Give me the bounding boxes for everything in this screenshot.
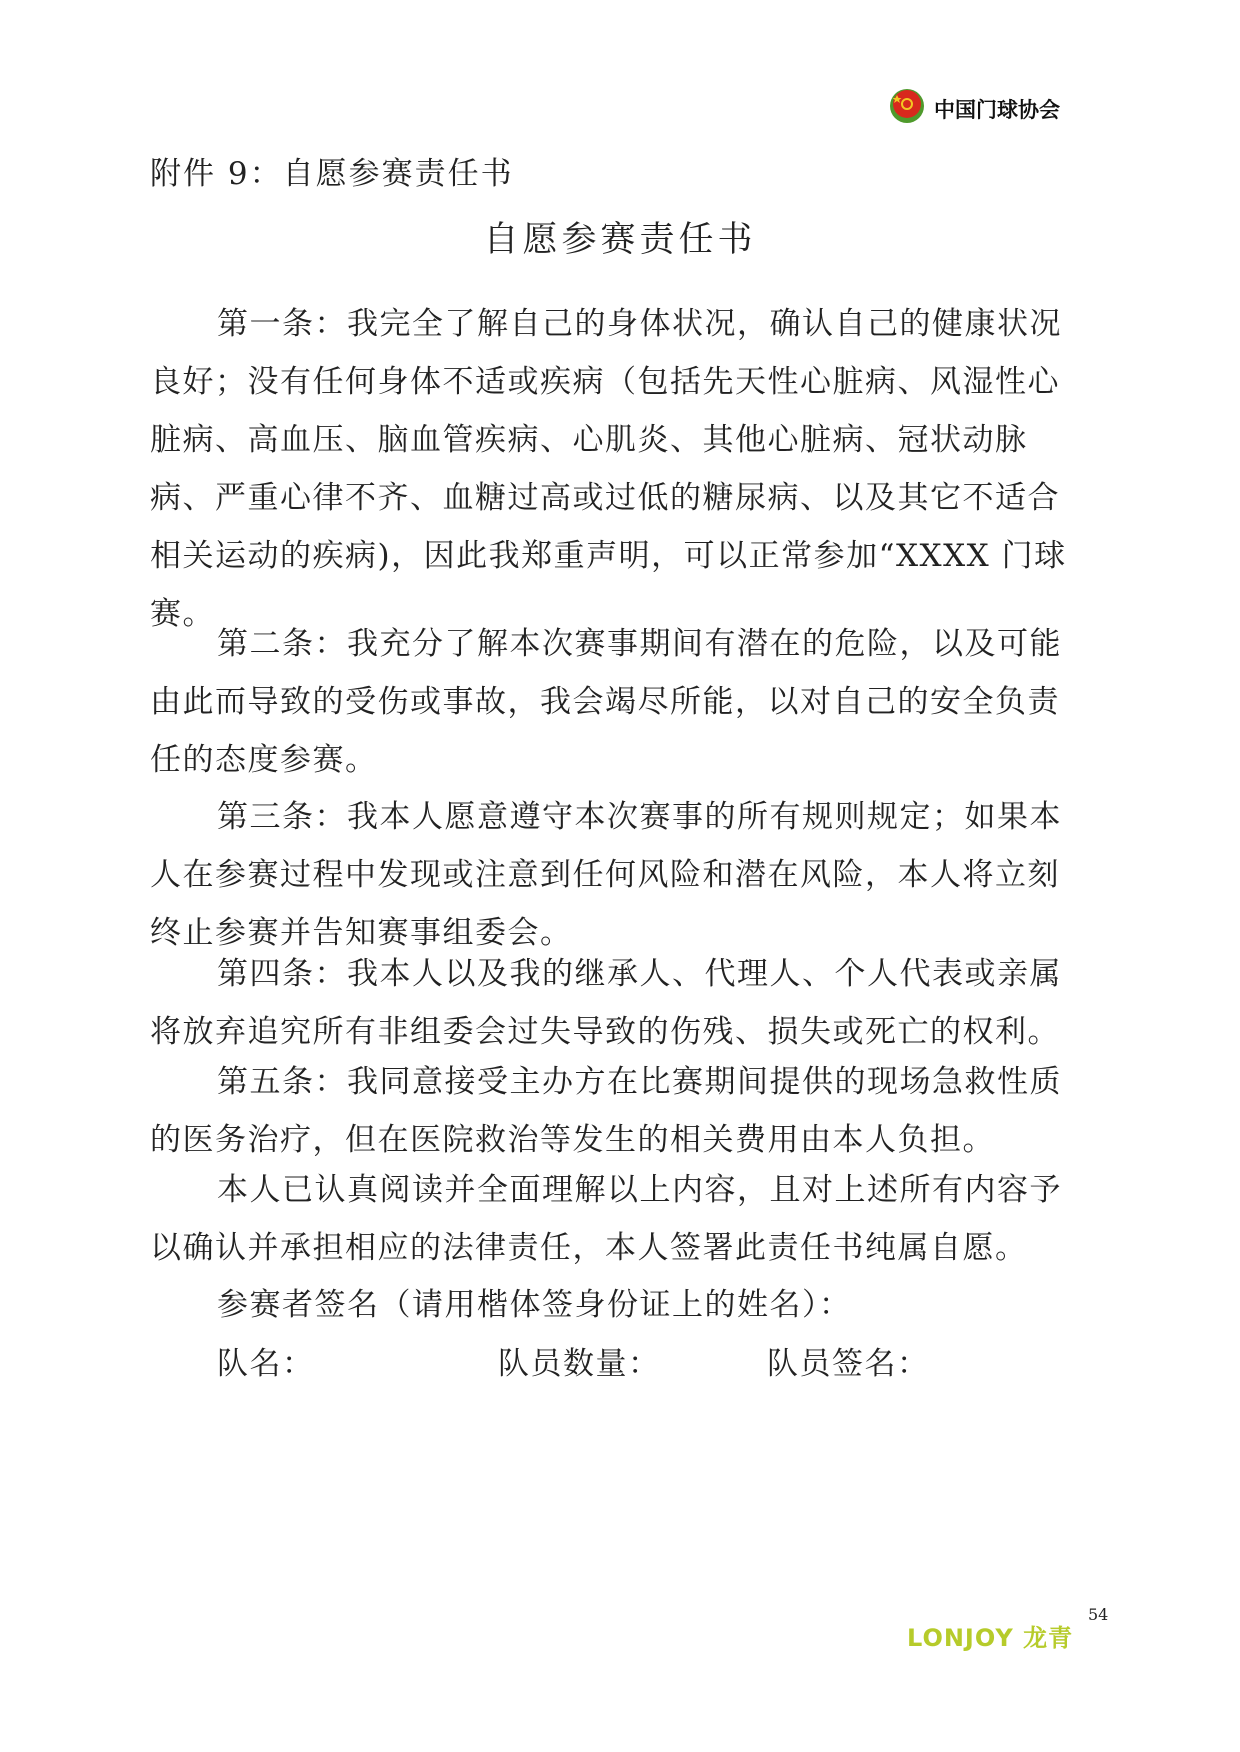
org-name: 中国门球协会	[934, 98, 1060, 122]
clause-3: 第三条：我本人愿意遵守本次赛事的所有规则规定；如果本人在参赛过程中发现或注意到任何风险和潜在风险，本人将立刻终止参赛并告知赛事组委会。	[150, 799, 1062, 951]
attachment-label: 附件 9：自愿参赛责任书	[150, 156, 514, 192]
clause-2: 第二条：我充分了解本次赛事期间有潜在的危险，以及可能由此而导致的受伤或事故，我会竭尽所能，以对自己的安全负责任的态度参赛。	[150, 626, 1062, 778]
declaration: 本人已认真阅读并全面理解以上内容，且对上述所有内容予以确认并承担相应的法律责任，本人签署此责任书纯属自愿。	[150, 1172, 1062, 1266]
association-emblem-icon	[888, 86, 926, 124]
clause-1: 第一条：我完全了解自己的身体状况，确认自己的健康状况良好；没有任何身体不适或疾病（包括先天性心脏病、风湿性心脏病、高血压、脑血管疾病、心肌炎、其他心脏病、冠状动脉病、严重心律不齐、血糖过高或过低的糖尿病、以及其它不适合相关运动的疾病)，因此我郑重声明，可以正常参加“XXXX 门球赛。	[150, 306, 1067, 632]
footer-brand-logo: LONJOY 龙青	[907, 1624, 1074, 1652]
signature-prompt: 参赛者签名（请用楷体签身份证上的姓名）：	[217, 1287, 852, 1323]
clause-5: 第五条：我同意接受主办方在比赛期间提供的现场急救性质的医务治疗，但在医院救治等发生的相关费用由本人负担。	[150, 1064, 1062, 1158]
member-signature-label: 队员签名：	[767, 1346, 930, 1382]
clause-4: 第四条：我本人以及我的继承人、代理人、个人代表或亲属将放弃追究所有非组委会过失导致的伤残、损失或死亡的权利。	[150, 956, 1062, 1050]
member-count-label: 队员数量：	[498, 1346, 661, 1382]
document-title: 自愿参赛责任书	[483, 220, 757, 260]
page-number: 54	[1088, 1605, 1109, 1624]
team-name-label: 队名：	[217, 1346, 315, 1382]
